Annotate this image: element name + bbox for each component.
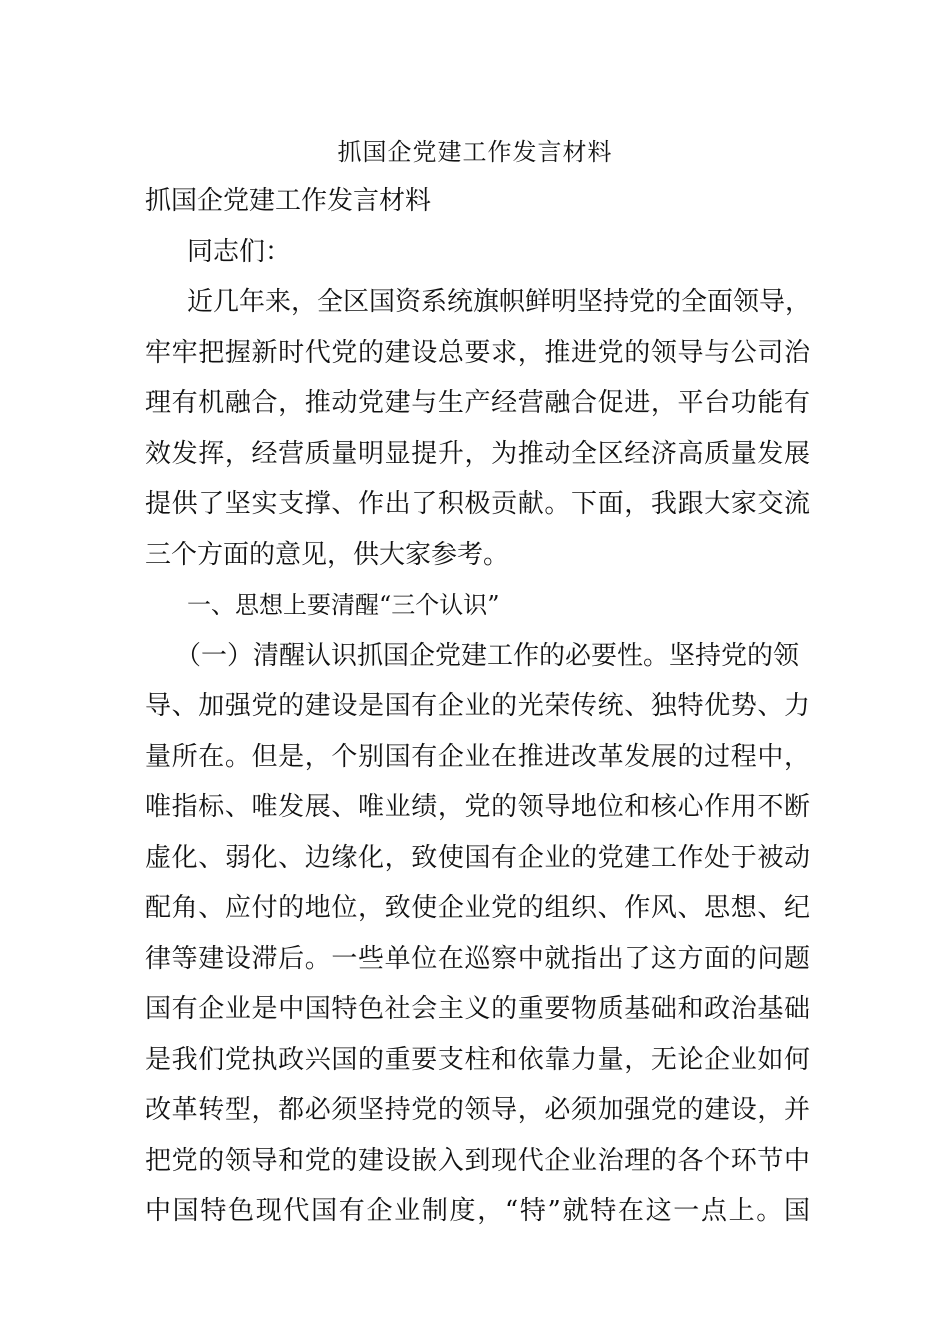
paragraph-line: （一）清醒认识抓国企党建工作的必要性。坚持党的领 — [175, 640, 800, 671]
paragraph-line: 律等建设滞后。一些单位在巡察中就指出了这方面的问题 — [145, 943, 810, 974]
salutation: 同志们： — [187, 236, 292, 267]
paragraph-line: 中国特色现代国有企业制度，“特”就特在这一点上。国 — [145, 1196, 810, 1226]
paragraph-line: 是我们党执政兴国的重要支柱和依靠力量，无论企业如何 — [145, 1044, 810, 1075]
paragraph-line: 效发挥，经营质量明显提升，为推动全区经济高质量发展 — [145, 438, 810, 469]
paragraph-line: 国有企业是中国特色社会主义的重要物质基础和政治基础 — [145, 994, 810, 1024]
document-body — [145, 181, 810, 1242]
paragraph-line: 理有机融合，推动党建与生产经营融合促进，平台功能有 — [145, 388, 810, 418]
section-heading: 一、思想上要清醒“三个认识” — [187, 591, 500, 619]
subtitle-line: 抓国企党建工作发言材料 — [145, 186, 432, 216]
paragraph-line: 量所在。但是，个别国有企业在推进改革发展的过程中， — [145, 741, 810, 772]
paragraph-line: 改革转型，都必须坚持党的领导，必须加强党的建设，并 — [145, 1095, 810, 1125]
paragraph-line: 牢牢把握新时代党的建设总要求，推进党的领导与公司治 — [145, 337, 810, 368]
paragraph-line: 导、加强党的建设是国有企业的光荣传统、独特优势、力 — [145, 691, 810, 721]
paragraph-line: 提供了坚实支撑、作出了积极贡献。下面，我跟大家交流 — [145, 489, 810, 519]
paragraph-line: 唯指标、唯发展、唯业绩，党的领导地位和核心作用不断 — [145, 792, 810, 822]
document-title: 抓国企党建工作发言材料 — [337, 138, 613, 166]
paragraph-line: 把党的领导和党的建设嵌入到现代企业治理的各个环节中 — [145, 1145, 810, 1176]
paragraph-line: 虚化、弱化、边缘化，致使国有企业的党建工作处于被动 — [145, 842, 810, 873]
paragraph-line: 配角、应付的地位，致使企业党的组织、作风、思想、纪 — [145, 893, 810, 923]
paragraph-line: 三个方面的意见，供大家参考。 — [145, 539, 510, 570]
paragraph-line: 近几年来，全区国资系统旗帜鲜明坚持党的全面领导， — [187, 287, 812, 317]
